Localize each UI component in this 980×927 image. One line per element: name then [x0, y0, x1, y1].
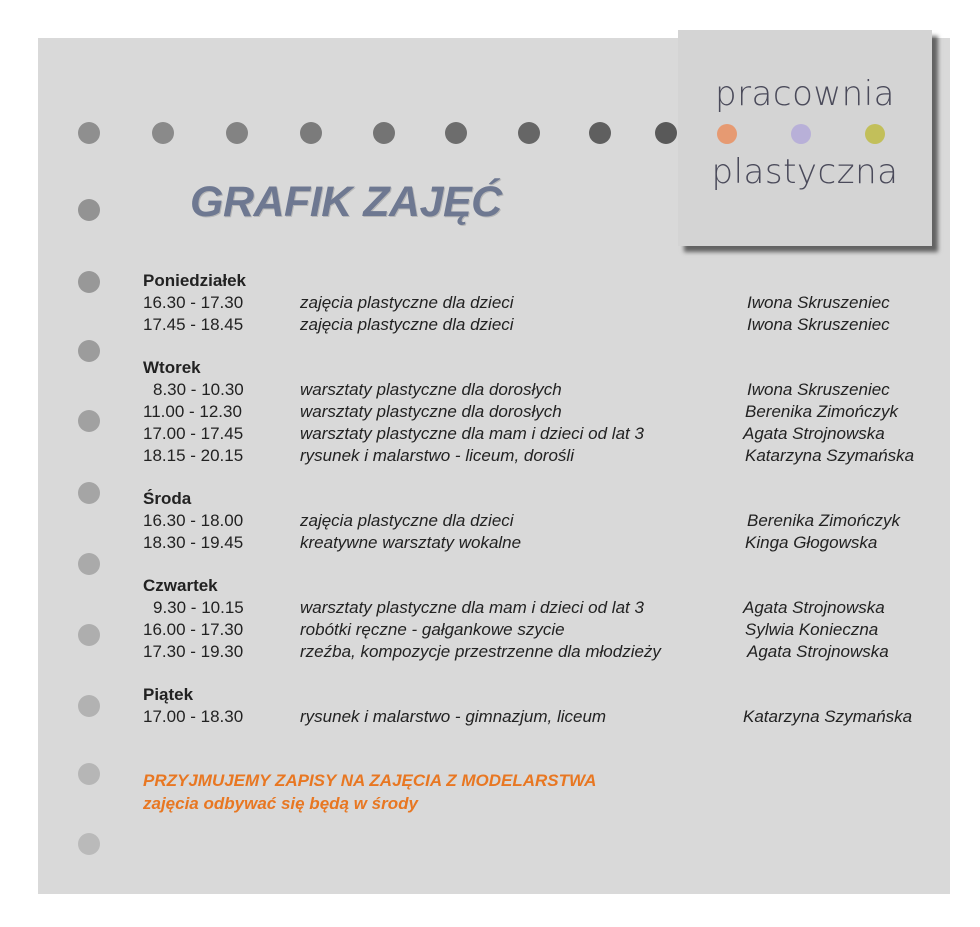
day-heading-monday: Poniedziałek — [143, 271, 246, 290]
decor-dot — [78, 553, 100, 575]
activity-name: zajęcia plastyczne dla dzieci — [300, 293, 514, 312]
decor-dot — [518, 122, 540, 144]
teacher-name: Agata Strojnowska — [747, 642, 889, 661]
schedule-row — [0, 642, 980, 664]
teacher-name: Kinga Głogowska — [745, 533, 878, 552]
time-range: 9.30 - 10.15 — [153, 598, 244, 617]
activity-name: warsztaty plastyczne dla dorosłych — [300, 402, 562, 421]
teacher-name: Iwona Skruszeniec — [747, 315, 890, 334]
time-range: 16.30 - 18.00 — [143, 511, 244, 530]
logo-text-line2: plastyczna — [711, 152, 899, 192]
activity-name: zajęcia plastyczne dla dzieci — [300, 511, 514, 530]
day-heading-wednesday: Środa — [143, 489, 192, 508]
schedule-row — [0, 402, 980, 424]
logo-dot-lilac — [791, 124, 811, 144]
decor-dot — [78, 271, 100, 293]
decor-dot — [373, 122, 395, 144]
decor-dot — [300, 122, 322, 144]
schedule-row — [0, 293, 980, 315]
teacher-name: Katarzyna Szymańska — [745, 446, 915, 465]
time-range: 18.15 - 20.15 — [143, 446, 244, 465]
teacher-name: Iwona Skruszeniec — [747, 380, 890, 399]
teacher-name: Berenika Zimończyk — [747, 511, 901, 530]
enrollment-notice-detail: zajęcia odbywać się będą w środy — [143, 794, 418, 813]
time-range: 17.45 - 18.45 — [143, 315, 244, 334]
day-heading-tuesday: Wtorek — [143, 358, 201, 377]
logo-text-line1: pracownia — [714, 74, 896, 114]
time-range: 16.00 - 17.30 — [143, 620, 244, 639]
decor-dot — [78, 833, 100, 855]
teacher-name: Sylwia Konieczna — [745, 620, 879, 639]
decor-dot — [78, 199, 100, 221]
activity-name: kreatywne warsztaty wokalne — [300, 533, 522, 552]
teacher-name: Agata Strojnowska — [743, 424, 885, 443]
activity-name: warsztaty plastyczne dla mam i dzieci od lat 3 — [300, 598, 644, 617]
time-range: 16.30 - 17.30 — [143, 293, 244, 312]
time-range: 8.30 - 10.30 — [153, 380, 244, 399]
time-range: 17.30 - 19.30 — [143, 642, 244, 661]
schedule-row — [0, 533, 980, 555]
day-heading-friday: Piątek — [143, 685, 194, 704]
decor-dot — [78, 340, 100, 362]
teacher-name: Berenika Zimończyk — [745, 402, 899, 421]
decor-dot — [226, 122, 248, 144]
teacher-name: Katarzyna Szymańska — [743, 707, 913, 726]
logo — [678, 30, 932, 246]
enrollment-notice: PRZYJMUJEMY ZAPISY NA ZAJĘCIA Z MODELARSTWA — [143, 771, 597, 790]
decor-dot — [78, 482, 100, 504]
decor-dot — [445, 122, 467, 144]
activity-name: zajęcia plastyczne dla dzieci — [300, 315, 514, 334]
schedule-row — [0, 380, 980, 402]
day-heading-thursday: Czwartek — [143, 576, 218, 595]
schedule-row — [0, 620, 980, 642]
page-title: GRAFIK ZAJĘĆ — [190, 178, 502, 226]
schedule-row — [0, 446, 980, 468]
logo-dot-orange — [717, 124, 737, 144]
time-range: 11.00 - 12.30 — [143, 402, 242, 421]
activity-name: warsztaty plastyczne dla mam i dzieci od lat 3 — [300, 424, 644, 443]
activity-name: rysunek i malarstwo - gimnazjum, liceum — [300, 707, 607, 726]
decor-dot — [589, 122, 611, 144]
schedule-row — [0, 315, 980, 337]
time-range: 17.00 - 17.45 — [143, 424, 244, 443]
decor-dot — [78, 763, 100, 785]
activity-name: rysunek i malarstwo - liceum, dorośli — [300, 446, 574, 465]
teacher-name: Iwona Skruszeniec — [747, 293, 890, 312]
schedule-row — [0, 424, 980, 446]
schedule-row — [0, 598, 980, 620]
decor-dot — [655, 122, 677, 144]
decor-dot — [78, 122, 100, 144]
logo-dot-olive — [865, 124, 885, 144]
activity-name: rzeźba, kompozycje przestrzenne dla młodzieży — [300, 642, 661, 661]
time-range: 18.30 - 19.45 — [143, 533, 244, 552]
teacher-name: Agata Strojnowska — [743, 598, 885, 617]
activity-name: warsztaty plastyczne dla dorosłych — [300, 380, 562, 399]
decor-dot — [152, 122, 174, 144]
time-range: 17.00 - 18.30 — [143, 707, 244, 726]
activity-name: robótki ręczne - gałgankowe szycie — [300, 620, 565, 639]
schedule-row — [0, 707, 980, 729]
schedule-row — [0, 511, 980, 533]
